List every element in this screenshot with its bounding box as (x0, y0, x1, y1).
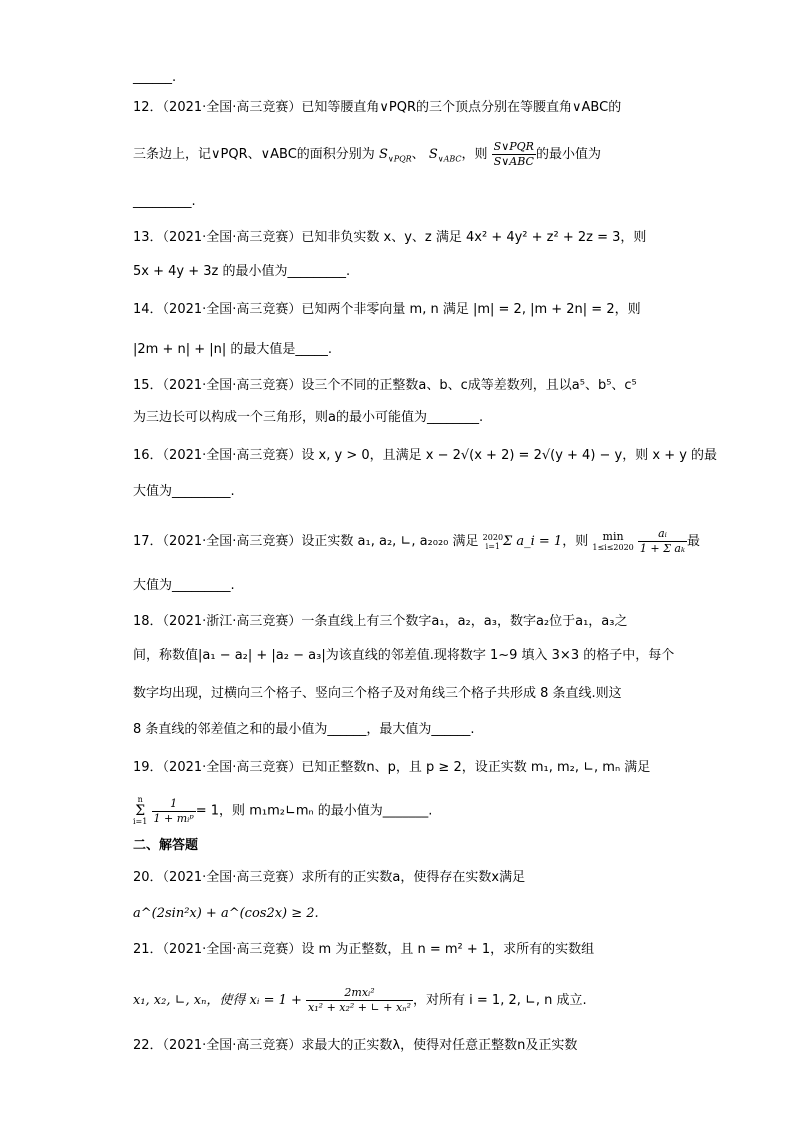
problem-18-line-4: 8 条直线的邻差值之和的最小值为______，最大值为______. (133, 722, 475, 737)
problem-source: （2021·全国·高三竞赛） (162, 870, 302, 885)
problem-text: 已知两个非零向量 m, n 满足 |m| = 2, |m + 2n| = 2，则 (301, 302, 641, 317)
problem-14-line-1 (133, 300, 641, 320)
problem-number: 17． (133, 534, 163, 549)
problem-number: 12． (133, 100, 163, 115)
sum-symbol: n Σ i=1 (133, 795, 148, 826)
problem-source: （2021·全国·高三竞赛） (162, 942, 302, 957)
problem-12-line-3: _________. (133, 194, 196, 209)
problem-text: x₁, x₂, ∟, xₙ，使得 xᵢ = 1 + (133, 993, 302, 1008)
problem-text: 已知正整数n、p，且 p ≥ 2，设正实数 m₁, m₂, ∟, mₙ 满足 (301, 760, 651, 775)
problem-19-line-1 (133, 758, 650, 778)
problem-12-line-2 (133, 140, 601, 170)
problem-16-line-1 (133, 446, 717, 466)
problem-number: 19． (133, 760, 163, 775)
problem-text: 最 (686, 534, 700, 549)
problem-number: 20． (133, 870, 163, 885)
problem-number: 14． (133, 302, 163, 317)
separator: 、 (411, 147, 425, 162)
problem-text: 设 m 为正整数，且 n = m² + 1，求所有的实数组 (301, 942, 595, 957)
problem-text: 求所有的正实数a，使得存在实数x满足 (301, 870, 526, 885)
system-fraction: $\frac{\text{2mxᵢ²}}{\text{x₁² + x₂² + ∟ + xₙ²}}$ (308, 986, 412, 1014)
problem-15-line-1 (133, 376, 637, 396)
problem-source: （2021·全国·高三竞赛） (162, 1038, 302, 1053)
problem-text: = 1，则 m₁m₂∟mₙ 的最小值为_______. (195, 803, 433, 819)
problem-text: 求最大的正实数λ，使得对任意正整数n及正实数 (301, 1038, 578, 1053)
sum-expression: Σ a_i = 1 (503, 534, 563, 549)
problem-21-line-1 (133, 940, 594, 960)
problem-source: （2021·全国·高三竞赛） (162, 760, 302, 775)
problem-12-line-1 (133, 98, 621, 118)
problem-text: 已知等腰直角∨PQR的三个顶点分别在等腰直角∨ABC的 (301, 100, 622, 115)
sum-fraction: $\frac{1}{\text{1 + mᵢᵖ}}$ (153, 796, 194, 825)
problem-number: 18． (133, 614, 163, 629)
sum-symbol: 2020 i=1 (482, 532, 504, 551)
problem-source: （2021·全国·高三竞赛） (162, 302, 302, 317)
problem-number: 13． (133, 230, 163, 245)
problem-number: 15． (133, 378, 163, 393)
problem-22-line-1 (133, 1036, 577, 1056)
area-ratio-fraction: $\frac{\text{S∨PQR}}{\text{S∨ABC}}$ (493, 140, 534, 168)
min-fraction: $\frac{\text{aᵢ}}{\text{1 + Σ aₖ}}$ (639, 527, 685, 555)
section-title: 二、解答题 (133, 838, 199, 853)
problem-source: （2021·全国·高三竞赛） (162, 100, 302, 115)
problem-text: 设正实数 a₁, a₂, ∟, a₂₀₂₀ 满足 (301, 534, 479, 549)
min-operator: min 1≤i≤2020 (592, 530, 634, 552)
problem-number: 16． (133, 448, 163, 463)
problem-text: 三条边上，记∨PQR、∨ABC的面积分别为 (133, 147, 375, 162)
lead-answer-blank: ______. (133, 70, 177, 85)
problem-18-line-2: 间，称数值|a₁ − a₂| + |a₂ − a₃|为该直线的邻差值.现将数字 1~9 填入 3×3 的格子中，每个 (133, 648, 675, 663)
problem-13-line-2: 5x + 4y + 3z 的最小值为_________. (133, 264, 351, 279)
problem-text: 已知非负实数 x、y、z 满足 4x² + 4y² + z² + 2z = 3，则 (301, 230, 647, 245)
problem-15-line-2: 为三边长可以构成一个三角形，则a的最小可能值为________. (133, 410, 484, 425)
problem-17-line-2: 大值为_________. (133, 578, 235, 593)
problem-source: （2021·全国·高三竞赛） (162, 534, 302, 549)
problem-source: （2021·浙江·高三竞赛） (162, 614, 302, 629)
problem-20-line-1 (133, 868, 525, 888)
area-symbol-abc: $S_{\vee ABC}$ (428, 147, 462, 164)
area-symbol-pqr: $S_{\vee PQR}$ (378, 147, 412, 164)
problem-14-line-2: |2m + n| + |n| 的最大值是_____. (133, 342, 333, 357)
problem-source: （2021·全国·高三竞赛） (162, 378, 302, 393)
problem-source: （2021·全国·高三竞赛） (162, 230, 302, 245)
problem-number: 21． (133, 942, 163, 957)
problem-21-line-2 (133, 986, 587, 1015)
problem-18-line-1 (133, 612, 627, 632)
problem-text: 设三个不同的正整数a、b、c成等差数列，且以a⁵、b⁵、c⁵ (301, 378, 637, 393)
problem-text: 设 x, y > 0，且满足 x − 2√(x + 2) = 2√(y + 4) − y，则 x + y 的最 (301, 448, 718, 463)
problem-number: 22． (133, 1038, 163, 1053)
problem-text: ，则 (461, 147, 488, 162)
problem-16-line-2: 大值为_________. (133, 484, 235, 499)
problem-18-line-3: 数字均出现，过横向三个格子、竖向三个格子及对角线三个格子共形成 8 条直线.则这 (133, 686, 622, 701)
problem-text: 的最小值为 (535, 147, 601, 162)
problem-text: ，对所有 i = 1, 2, ∟, n 成立. (413, 993, 587, 1008)
problem-text: ，则 (562, 534, 589, 549)
problem-text: 一条直线上有三个数字a₁，a₂，a₃，数字a₂位于a₁，a₃之 (301, 614, 628, 629)
problem-19-line-2 (133, 796, 432, 826)
problem-17-line-1 (133, 527, 700, 556)
problem-13-line-1 (133, 228, 646, 248)
problem-source: （2021·全国·高三竞赛） (162, 448, 302, 463)
problem-20-line-2: a^(2sin²x) + a^(cos2x) ≥ 2. (133, 906, 319, 921)
